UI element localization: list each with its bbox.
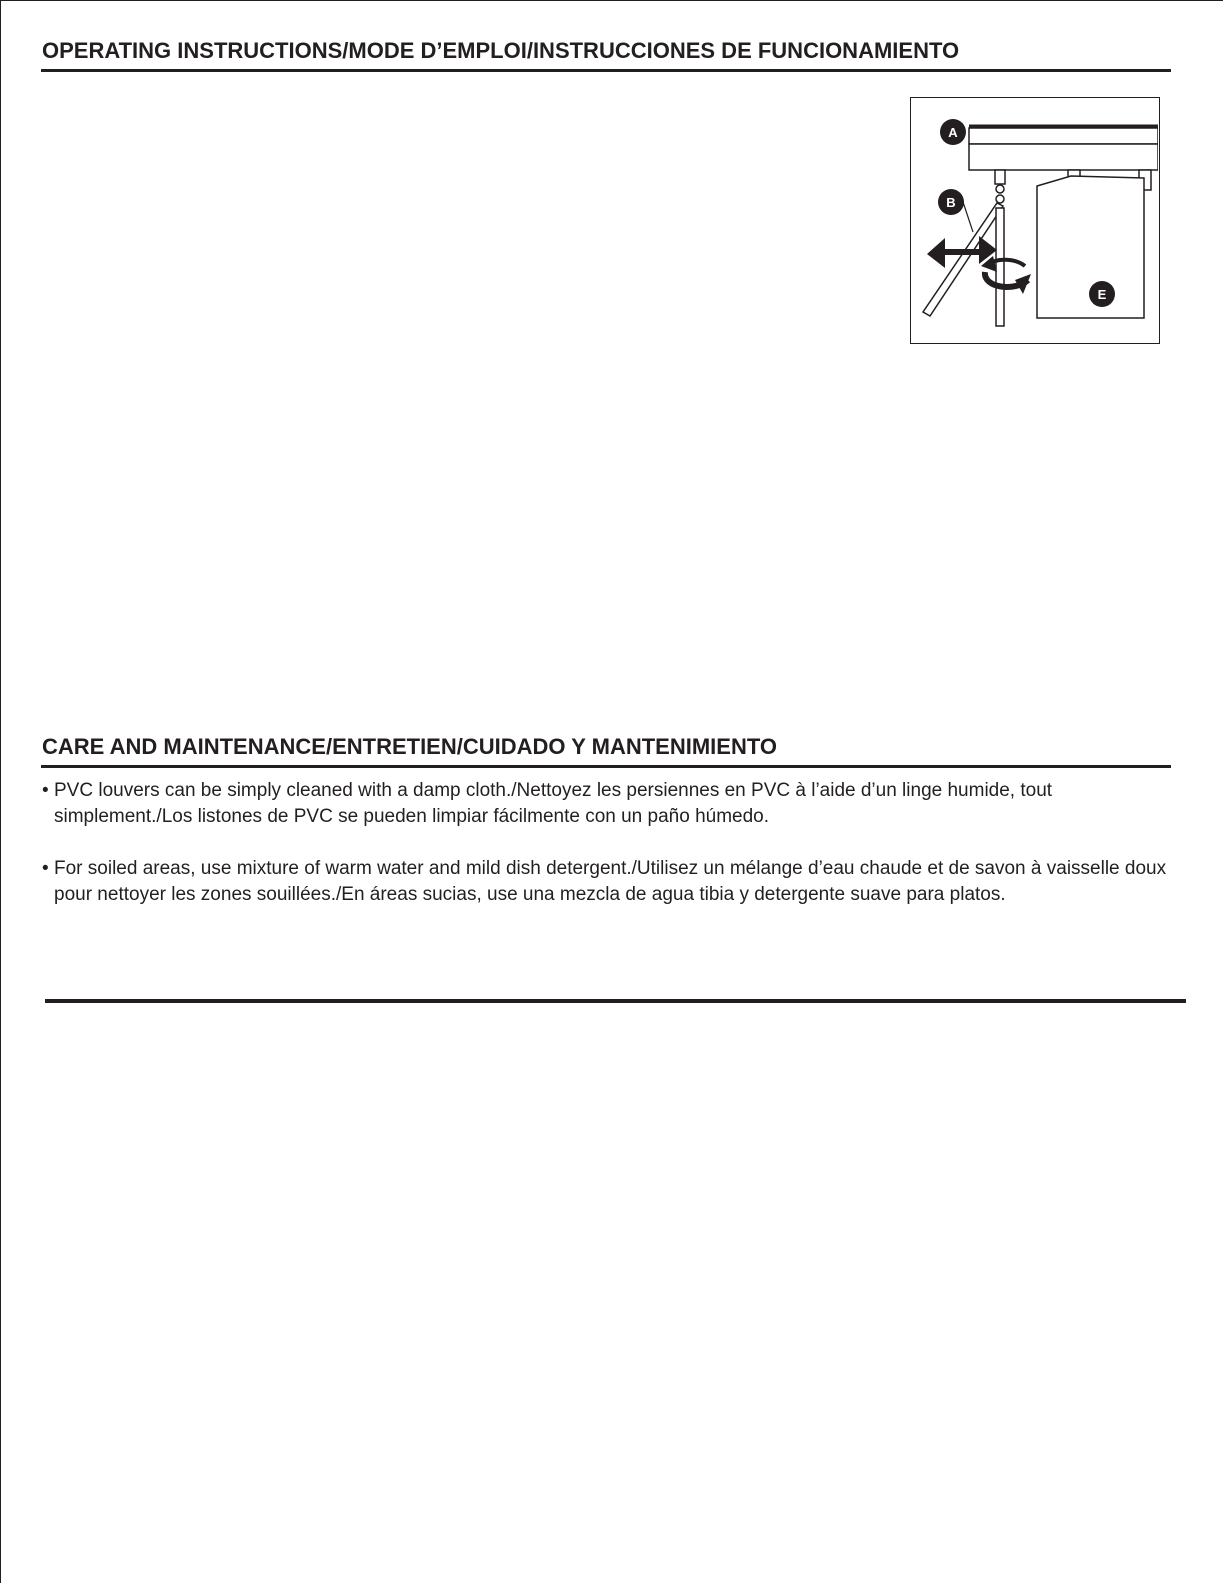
- care-bullet-list: [42, 778, 1182, 934]
- label-b-badge: [938, 189, 964, 215]
- care-heading-rule: [41, 765, 1171, 768]
- label-a-text: A: [948, 125, 958, 140]
- care-bullet-item: [42, 778, 1182, 830]
- label-b-text: B: [946, 195, 956, 210]
- operating-heading-rule: [41, 69, 1171, 72]
- page-divider-rule: [45, 999, 1186, 1003]
- operating-figure: [910, 97, 1160, 344]
- bullet-marker: •: [42, 858, 49, 879]
- label-e-badge: [1089, 281, 1115, 307]
- bullet-marker: •: [42, 780, 49, 801]
- label-e-text: E: [1097, 287, 1107, 302]
- care-maintenance-heading: CARE AND MAINTENANCE/ENTRETIEN/CUIDADO Y MANTENIMIENTO: [42, 734, 777, 759]
- rotate-arrow: [981, 256, 1031, 294]
- vertical-blind-diagram: [911, 98, 1158, 342]
- bullet-text: PVC louvers can be simply cleaned with a damp cloth./Nettoyez les persiennes en PVC à l’aide d’un linge humide, tout simplement./Los listones de PVC se pueden limpiar fácilmente con un paño húmedo.: [54, 780, 1053, 827]
- headrail: [969, 126, 1158, 170]
- label-a-badge: [940, 119, 966, 145]
- care-bullet-item: [42, 856, 1182, 908]
- operating-instructions-heading: OPERATING INSTRUCTIONS/MODE D’EMPLOI/INSTRUCCIONES DE FUNCIONAMIENTO: [42, 38, 960, 63]
- label-b-leader: [963, 202, 973, 232]
- bullet-text: For soiled areas, use mixture of warm water and mild dish detergent./Utilisez un mélange d’eau chaude et de savon à vaisselle doux pour nettoyer les zones souillées./En áreas sucias, use una mezcla de agua tibia y detergente suave para platos.: [54, 858, 1167, 905]
